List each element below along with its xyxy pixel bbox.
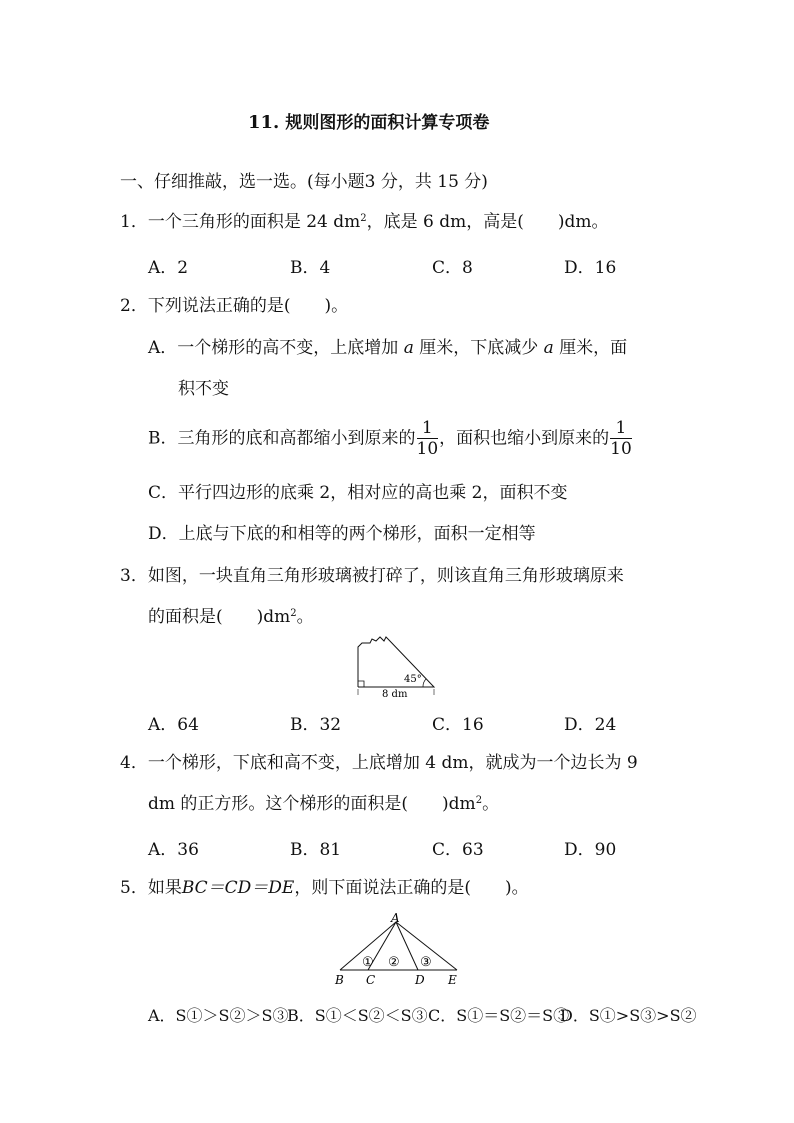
title-number: 11. <box>248 112 280 133</box>
q5-post: ，则下面说法正确的是( )。 <box>294 878 529 898</box>
q4-superscript: 2 <box>475 795 483 806</box>
q2-option-d: D．上底与下底的和相等的两个梯形，面积一定相等 <box>148 524 536 544</box>
q5-option-b: B．S①＜S②＜S③ <box>287 1006 428 1025</box>
q4-line2-pre: dm 的正方形。这个梯形的面积是( )dm <box>148 794 476 814</box>
q4-option-c: C．63 <box>432 840 484 860</box>
q3-option-b: B．32 <box>290 715 342 735</box>
fraction-one-tenth-2 <box>610 418 632 459</box>
section-heading: 一、仔细推敲，选一选。(每小题3 分，共 15 分) <box>120 172 488 192</box>
fraction-denominator-2: 10 <box>610 439 632 459</box>
broken-triangle-figure <box>350 633 442 701</box>
question-1 <box>120 210 609 234</box>
q5-equation: BC＝CD＝DE <box>181 878 295 898</box>
q2-option-b <box>148 418 633 459</box>
fraction-denominator: 10 <box>416 439 439 459</box>
label-b: B <box>335 973 344 987</box>
region-1: ① <box>362 955 374 970</box>
q2-number: 2． <box>120 296 148 316</box>
q1-option-d: D．16 <box>564 258 617 278</box>
q2-a-var2: a <box>543 338 554 358</box>
q4-option-d: D．90 <box>564 840 617 860</box>
question-5 <box>120 876 529 900</box>
q3-option-d: D．24 <box>564 715 617 735</box>
q1-number: 1． <box>120 212 148 232</box>
q5-option-c: C．S①＝S②＝S③ <box>428 1006 570 1025</box>
fraction-one-tenth <box>417 418 439 459</box>
q3-superscript: 2 <box>290 608 297 619</box>
q1-text-before: 一个三角形的面积是 24 dm <box>147 212 361 232</box>
q4-option-b: B．81 <box>290 840 342 860</box>
q3-option-a: A．64 <box>148 715 199 735</box>
q1-superscript: 2 <box>360 213 367 224</box>
q1-option-a: A．2 <box>148 258 189 278</box>
base-label: 8 dm <box>382 689 408 700</box>
angle-label: 45° <box>404 674 422 685</box>
triangle-abcde-figure <box>330 912 465 988</box>
label-e: E <box>448 973 457 987</box>
label-d: D <box>415 973 425 987</box>
q2-option-a-line2: 积不变 <box>178 379 229 399</box>
q5-option-a: A．S①＞S②＞S③ <box>148 1006 289 1025</box>
label-c: C <box>366 973 376 987</box>
q1-option-b: B．4 <box>290 258 331 278</box>
q1-option-c: C．8 <box>432 258 473 278</box>
q3-line1: 如图，一块直角三角形玻璃被打碎了，则该直角三角形玻璃原来 <box>147 566 624 586</box>
q4-number: 4． <box>120 753 148 773</box>
q2-a-mid: 厘米，下底减少 <box>419 338 539 358</box>
q2-a-var1: a <box>403 338 414 358</box>
q4-line2-post: 。 <box>482 794 500 814</box>
q3-option-c: C．16 <box>432 715 484 735</box>
region-2: ② <box>388 955 400 970</box>
q3-line2 <box>148 605 314 629</box>
q2-b-pre: B．三角形的底和高都缩小到原来的 <box>148 428 416 449</box>
question-2 <box>120 294 348 318</box>
question-4 <box>120 751 638 775</box>
q3-number: 3． <box>120 566 148 586</box>
q2-a-post: 厘米，面 <box>559 338 628 358</box>
q2-option-c: C．平行四边形的底乘 2，相对应的高也乘 2，面积不变 <box>148 483 568 503</box>
q2-a-pre: A．一个梯形的高不变，上底增加 <box>148 338 399 358</box>
q5-pre: 如果 <box>147 878 182 898</box>
page-title <box>248 108 489 133</box>
title-text: 规则图形的面积计算专项卷 <box>285 113 490 133</box>
fraction-numerator-2: 1 <box>610 418 632 439</box>
q2-text: 下列说法正确的是( )。 <box>147 296 349 316</box>
fraction-numerator: 1 <box>417 418 439 439</box>
label-a: A <box>391 912 400 925</box>
q4-line1: 一个梯形，下底和高不变，上底增加 4 dm，就成为一个边长为 9 <box>147 753 638 773</box>
q2-option-a <box>148 336 627 360</box>
question-3 <box>120 564 624 588</box>
region-3: ③ <box>420 955 432 970</box>
q4-line2 <box>148 792 499 816</box>
q3-line2-post: 。 <box>296 607 314 627</box>
q5-option-d: D．S①>S③>S② <box>560 1006 697 1025</box>
q2-b-mid: ，面积也缩小到原来的 <box>439 428 610 449</box>
q1-text-after: ，底是 6 dm，高是( )dm。 <box>366 212 609 232</box>
q4-option-a: A．36 <box>148 840 199 860</box>
q5-number: 5． <box>120 878 148 898</box>
q3-line2-pre: 的面积是( )dm <box>148 607 291 627</box>
